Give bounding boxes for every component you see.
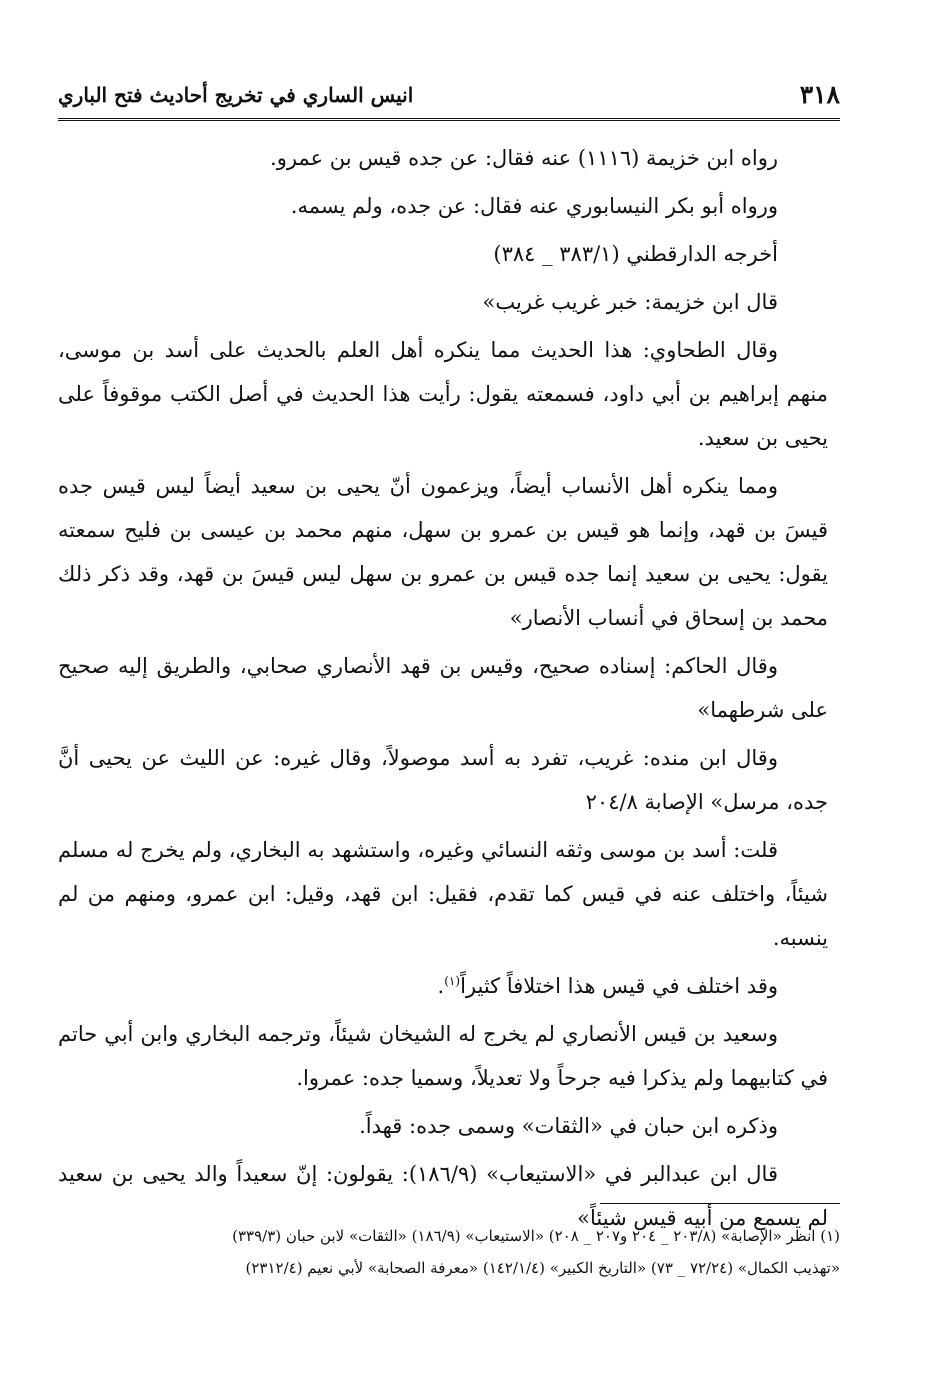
paragraph-10 [58, 964, 828, 1008]
paragraph-4: قال ابن خزيمة: خبر غريب غريب» [482, 290, 778, 314]
paragraph-3: أخرجه الدارقطني (٣٨٣/١ _ ٣٨٤) [493, 242, 778, 266]
footnote-line-1: (١) انظر «الإصابة» (٢٠٣/٨ _ ٢٠٤ و٢٠٧ _ ٢٠٨) «الاستيعاب» (١٨٦/٩) «الثقات» لابن حبان (٣٣٩/٣) [232, 1227, 840, 1245]
paragraph-9: قلت: أسد بن موسى وثقه النسائي وغيره، واستشهد به البخاري، ولم يخرج له مسلم شيئاً، واختلف عنه في قيس كما تقدم، فقيل: ابن قهد، وقيل: ابن عمرو، ومنهم من لم ينسبه. [58, 838, 828, 950]
paragraph-10-text: وقد اختلف في قيس هذا اختلافاً كثيراً [460, 974, 778, 998]
footnote-rule [600, 1203, 840, 1204]
paragraph-2: ورواه أبو بكر النيسابوري عنه فقال: عن جده، ولم يسمه. [290, 194, 778, 218]
footnote-reference[interactable]: (١) [444, 974, 461, 988]
paragraph-13: قال ابن عبدالبر في «الاستيعاب» (١٨٦/٩): يقولون: إنّ سعيداً والد يحيى بن سعيد لم يسمع من أبيه قيس شيئاً» [58, 1162, 828, 1230]
paragraph-7: وقال الحاكم: إسناده صحيح، وقيس بن قهد الأنصاري صحابي، والطريق إليه صحيح على شرطهما» [58, 654, 828, 722]
footnotes [58, 1220, 840, 1284]
running-title: انيس الساري في تخريج أحاديث فتح الباري [58, 83, 414, 107]
paragraph-1: رواه ابن خزيمة (١١١٦) عنه فقال: عن جده قيس بن عمرو. [270, 146, 778, 170]
paragraph-11: وسعيد بن قيس الأنصاري لم يخرج له الشيخان شيئاً، وترجمه البخاري وابن أبي حاتم في كتابيهما ولم يذكرا فيه جرحاً ولا تعديلاً، وسميا جده: عمروا. [58, 1022, 828, 1090]
main-text [58, 136, 828, 1244]
paragraph-10-end: . [437, 974, 445, 998]
paragraph-12: وذكره ابن حبان في «الثقات» وسمى جده: قهداً. [359, 1114, 778, 1138]
paragraph-8: وقال ابن منده: غريب، تفرد به أسد موصولاً، وقال غيره: عن الليث عن يحيى أنَّ جده، مرسل» الإصابة ٢٠٤/٨ [58, 746, 828, 814]
page-number: ٣١٨ [799, 80, 840, 109]
footnote-line-2: «تهذيب الكمال» (٧٢/٢٤ _ ٧٣) «التاريخ الكبير» (١٤٢/١/٤) «معرفة الصحابة» لأبي نعيم (٢٣١٢/٤) [245, 1259, 840, 1277]
paragraph-6: ومما ينكره أهل الأنساب أيضاً، ويزعمون أنّ يحيى بن سعيد أيضاً ليس قيس جده قيسَ بن قهد، وإنما هو قيس بن عمرو بن سهل، منهم محمد بن عيسى بن فليح سمعته يقول: يحيى بن سعيد إنما جده قيس بن عمرو بن سهل ليس قيسَ بن قهد، وقد ذكر ذلك محمد بن إسحاق في أنساب الأنصار» [58, 474, 828, 630]
header-rule [58, 118, 840, 121]
page-header [58, 78, 840, 114]
paragraph-5: وقال الطحاوي: هذا الحديث مما ينكره أهل العلم بالحديث على أسد بن موسى، منهم إبراهيم بن أبي داود، فسمعته يقول: رأيت هذا الحديث في أصل الكتب موقوفاً على يحيى بن سعيد. [58, 338, 828, 450]
